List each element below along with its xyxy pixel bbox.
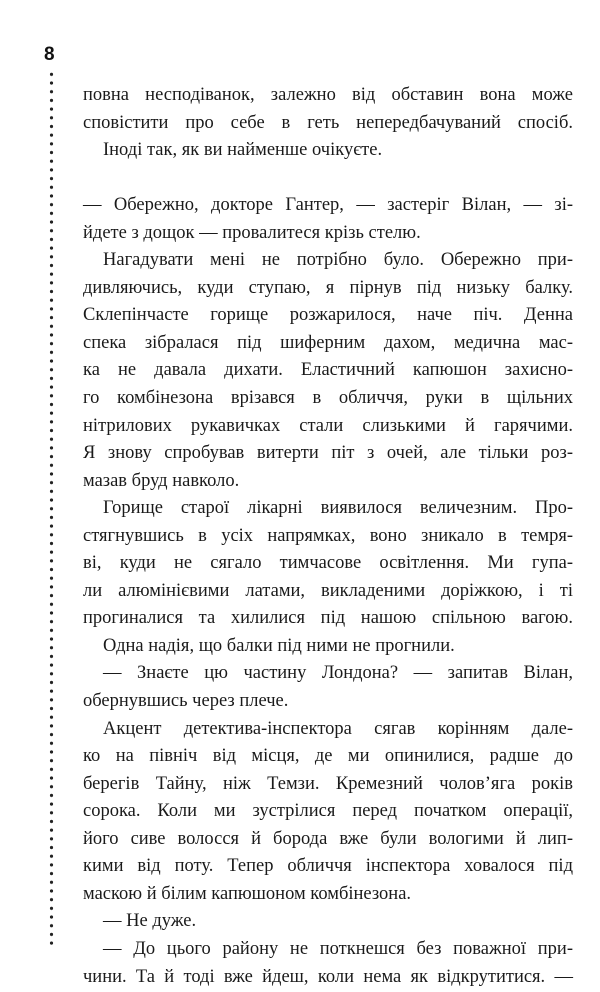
text-line: його сиве волосся й борода вже були вологими й лип-: [83, 828, 573, 849]
text-line: берегів Тайну, ніж Темзи. Кремезний чолов’яга років: [83, 773, 573, 794]
text-line: го комбінезона врізався в обличчя, руки в щільних: [83, 388, 573, 409]
text-line: спека зібралася під шиферним дахом, медична мас-: [83, 332, 573, 353]
text-line: йдете з дощок — провалитеся крізь стелю.: [83, 222, 421, 243]
text-line: сповістити про себе в геть непередбачуваний спосіб.: [83, 112, 573, 133]
text-line: Я знову спробував витерти піт з очей, але тільки роз-: [83, 443, 573, 464]
text-line: — До цього району не поткнешся без поважної при-: [103, 938, 573, 959]
text-line: ві, куди не сягало тимчасове освітлення. Ми гупа-: [83, 553, 573, 574]
text-line: Одна надія, що балки під ними не прогнили.: [103, 635, 455, 656]
page-number: 8: [44, 44, 55, 65]
text-line: нітрилових рукавичках стали слизькими й гарячими.: [83, 415, 573, 436]
text-line: Акцент детектива-інспектора сягав корінням дале-: [103, 718, 573, 739]
text-line: сорока. Коли ми зустрілися перед початком операції,: [83, 801, 573, 822]
dotted-margin-rule: [49, 70, 54, 945]
text-line: Іноді так, як ви найменше очікуєте.: [103, 140, 383, 161]
body-text: [83, 82, 573, 991]
text-line: — Обережно, докторе Гантер, — застеріг Вілан, — зі-: [83, 195, 573, 216]
text-line: кими від поту. Тепер обличчя інспектора ховалося під: [83, 856, 573, 877]
text-line: Горище старої лікарні виявилося величезним. Про-: [103, 498, 573, 519]
text-line: ко на північ від місця, де ми опинилися, радше до: [83, 746, 573, 767]
text-line: — Знаєте цю частину Лондона? — запитав Вілан,: [103, 663, 573, 684]
text-line: мазав бруд навколо.: [83, 470, 240, 491]
text-line: ли алюмінієвими латами, викладеними доріжкою, і ті: [83, 580, 573, 601]
text-line: обернувшись через плече.: [83, 691, 289, 712]
text-line: Нагадувати мені не потрібно було. Обережно при-: [103, 250, 573, 271]
text-line: — Не дуже.: [103, 911, 197, 932]
text-line: дивляючись, куди ступаю, я пірнув під низьку балку.: [83, 277, 573, 298]
text-line: прогиналися та хилилися під нашою спільною вагою.: [83, 608, 573, 629]
text-line: стягнувшись в усіх напрямках, воно зникало в темря-: [83, 525, 573, 546]
text-line: маскою й білим капюшоном комбінезона.: [83, 883, 412, 904]
scene-break: [83, 165, 573, 193]
text-line: чини. Та й тоді вже йдеш, коли нема як відкрутитися. —: [83, 966, 573, 987]
text-line: Склепінчасте горище розжарилося, наче піч. Денна: [83, 305, 573, 326]
text-line: ка не давала дихати. Еластичний капюшон захисно-: [83, 360, 573, 381]
text-line: повна несподіванок, залежно від обставин вона може: [83, 85, 573, 105]
